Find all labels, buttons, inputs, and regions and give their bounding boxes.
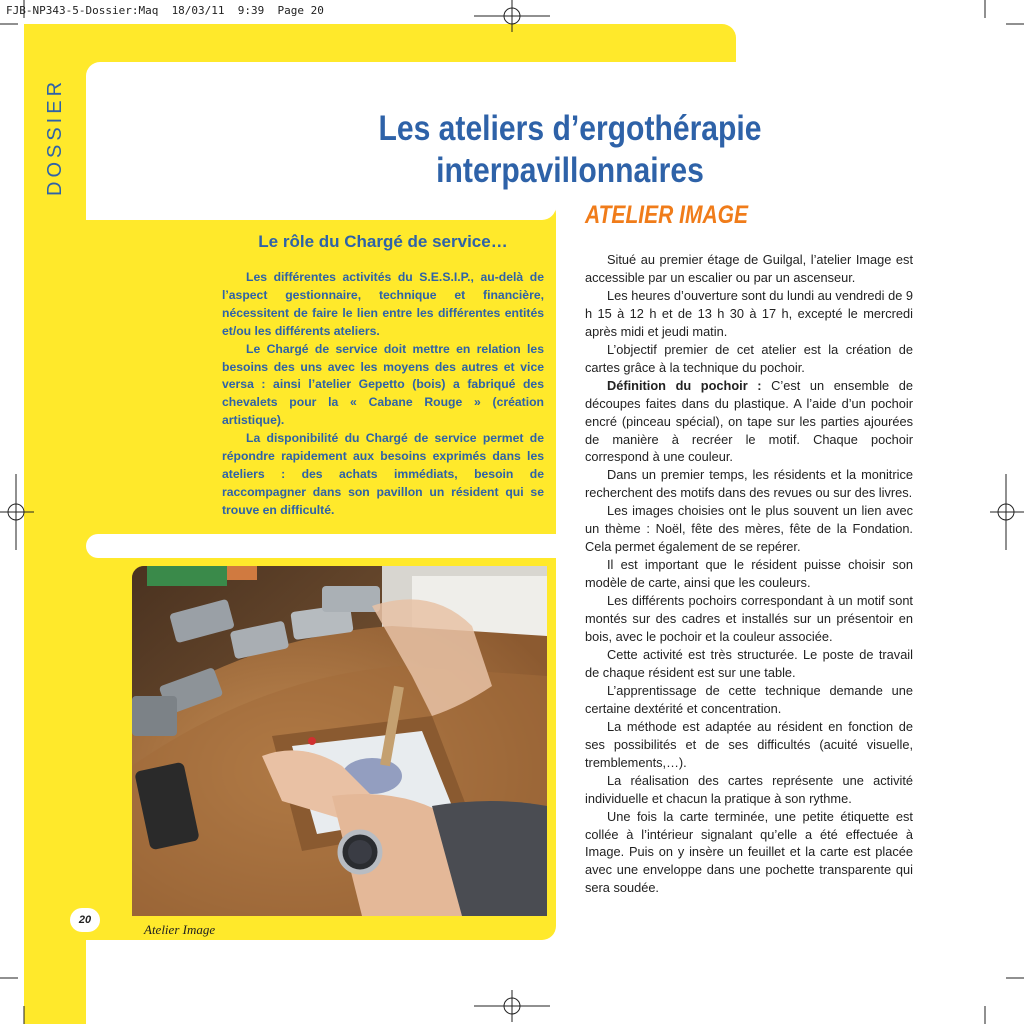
article-paragraph: Les heures d’ouverture sont du lundi au vendredi de 9 h 15 à 12 h et de 13 h 30 à 17 h, excepté le mercredi après midi et jeudi matin. — [585, 287, 913, 339]
article-paragraph: Il est important que le résident puisse choisir son modèle de carte, ainsi que les couleurs. — [585, 557, 913, 591]
article-heading: ATELIER IMAGE — [585, 201, 748, 229]
article-paragraph: Cette activité est très structurée. Le poste de travail de chaque résident est sur une table. — [585, 646, 913, 680]
photo-caption: Atelier Image — [144, 922, 216, 937]
article-paragraph: La méthode est adaptée au résident en fonction de ses possibilités et de ses difficultés (acuité visuelle, tremblements,…). — [585, 718, 913, 770]
sidebar-paragraph: Le Chargé de service doit mettre en relation les besoins des uns avec les moyens des autres et vice versa : ainsi l’atelier Gepetto (bois) a fabriqué des chevalets pour la « Cabane Rouge » (création artistique). — [222, 341, 544, 428]
article-paragraph: Une fois la carte terminée, une petite étiquette est collée à l’intérieur signalant qu’elle a été effectuée à Image. Puis on y insère un feuillet et la carte est placée avec une enveloppe dans une pochette transparente qui sera soudée. — [585, 808, 913, 896]
article-paragraph: L’apprentissage de cette technique demande une certaine dextérité et concentration. — [585, 682, 913, 716]
page-number: 20 — [70, 908, 100, 932]
print-slug: FJB-NP343-5-Dossier:Maq 18/03/11 9:39 Page 20 — [6, 4, 324, 17]
definition-text: C’est un ensemble de découpes faites dans du plastique. A l’aide d’un pochoir encré (pinceau spécial), on tape sur les parties ajourées de manière à recréer le motif. Chaque pochoir correspond à une couleur. — [585, 377, 913, 465]
article-paragraph: Dans un premier temps, les résidents et la monitrice recherchent des motifs dans des revues ou sur des livres. — [585, 467, 913, 501]
section-label: DOSSIER — [44, 77, 66, 196]
sidebar-paragraph: La disponibilité du Chargé de service permet de répondre rapidement aux besoins exprimés dans les ateliers : des achats immédiats, besoin de raccompagner dans son pavillon un résident qui se trouve en difficulté. — [222, 431, 544, 517]
sidebar-paragraph: Les différentes activités du S.E.S.I.P., au-delà de l’aspect gestionnaire, technique et financière, nécessitent de faire le lien entre les différentes entités et/ou les différents ateliers. — [222, 270, 544, 338]
article-paragraph: La réalisation des cartes représente une activité individuelle et chacun la pratique à son rythme. — [585, 772, 913, 806]
article-paragraph: Les images choisies ont le plus souvent un lien avec un thème : Noël, fête des mères, fête de la Fondation. Cela permet également de se repérer. — [585, 503, 913, 555]
page-title: Les ateliers d’ergothérapie interpavillonnaires — [378, 109, 762, 190]
article-paragraph: Situé au premier étage de Guilgal, l’atelier Image est accessible par un escalier ou par un ascenseur. — [585, 252, 913, 285]
definition-term: Définition du pochoir : — [607, 377, 762, 393]
sidebar-heading: Le rôle du Chargé de service… — [258, 232, 508, 251]
article-paragraph: Les différents pochoirs correspondant à un motif sont montés sur des cadres et installés sur un présentoir en bois, avec le pochoir et la couleur associée. — [585, 593, 913, 645]
article-paragraph: L’objectif premier de cet atelier est la création de cartes grâce à la technique du pochoir. — [585, 341, 913, 375]
